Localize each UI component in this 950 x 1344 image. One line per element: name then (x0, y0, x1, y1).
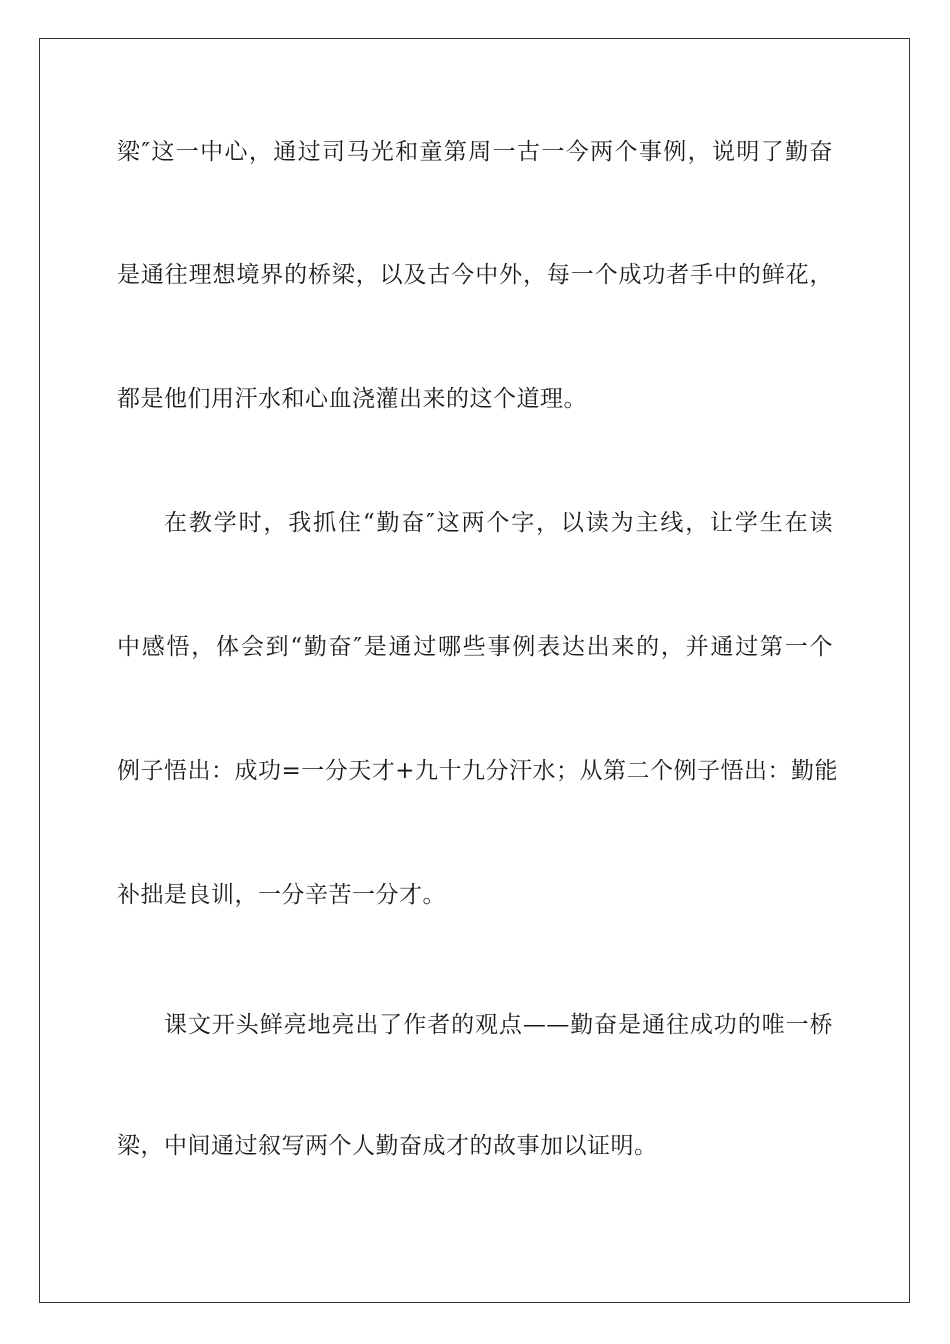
text-line-8: 课文开头鲜亮地亮出了作者的观点——勤奋是通往成功的唯一桥 (164, 1012, 833, 1038)
text-line-5: 中感悟，体会到“勤奋″是通过哪些事例表达出来的，并通过第一个 (117, 634, 833, 660)
text-line-1: 梁″这一中心，通过司马光和童第周一古一今两个事例，说明了勤奋 (117, 139, 833, 165)
page-border (39, 38, 910, 1303)
text-line-7: 补拙是良训，一分辛苦一分才。 (117, 882, 446, 908)
text-line-6: 例子悟出：成功=一分天才+九十九分汗水；从第二个例子悟出：勤能 (117, 758, 839, 784)
text-line-3: 都是他们用汗水和心血浇灌出来的这个道理。 (117, 386, 587, 412)
text-line-4: 在教学时，我抓住“勤奋″这两个字，以读为主线，让学生在读 (164, 510, 833, 536)
text-line-9: 梁，中间通过叙写两个人勤奋成才的故事加以证明。 (117, 1133, 658, 1159)
text-line-2: 是通往理想境界的桥梁，以及古今中外，每一个成功者手中的鲜花， (117, 262, 833, 288)
